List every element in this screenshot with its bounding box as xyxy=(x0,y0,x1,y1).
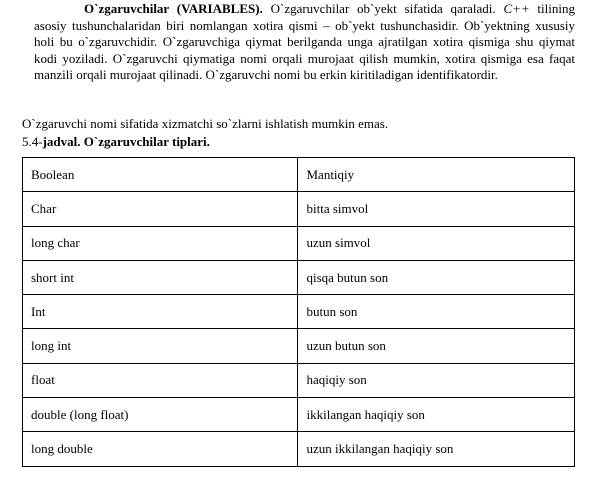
meaning-cell: uzun ikkilangan haqiqiy son xyxy=(298,432,575,466)
paragraph-term: O`zgaruvchilar (VARIABLES). xyxy=(84,1,263,16)
table-row xyxy=(23,260,575,294)
meaning-cell: Mantiqiy xyxy=(298,158,575,192)
table-row xyxy=(23,295,575,329)
table-row xyxy=(23,226,575,260)
paragraph-text-rest: tilining asosiy tushunchalaridan biri nomlangan xotira qismi – ob`yekt tushunchasidir. Ob`yektning xususiy holi bu o`zgaruvchidir. O`zgaruvchiga qiymat berilganda unga ajratilgan xotira qismiga shu qiymat kodi yoziladi. O`zgaruvchi qiymatiga nomi orqali murojaat qilish mumkin, xotira qismiga esa faqat manzili orqali murojaat qilinadi. O`zgaruvchi nomi bu erkin kiritiladigan identifikatordir. xyxy=(34,1,575,83)
type-cell: short int xyxy=(23,260,298,294)
meaning-cell: uzun butun son xyxy=(298,329,575,363)
table-row xyxy=(23,398,575,432)
table-row xyxy=(23,192,575,226)
table-caption xyxy=(22,134,210,150)
meaning-cell: ikkilangan haqiqiy son xyxy=(298,398,575,432)
table-row xyxy=(23,432,575,466)
variables-paragraph xyxy=(34,1,575,84)
type-cell: Char xyxy=(23,192,298,226)
meaning-cell: bitta simvol xyxy=(298,192,575,226)
table-caption-title: jadval. O`zgaruvchilar tiplari. xyxy=(42,134,210,149)
meaning-cell: haqiqiy son xyxy=(298,363,575,397)
variable-types-table-body xyxy=(23,158,575,467)
table-row xyxy=(23,363,575,397)
table-caption-number: 5.4- xyxy=(22,134,43,149)
meaning-cell: butun son xyxy=(298,295,575,329)
type-cell: Boolean xyxy=(23,158,298,192)
type-cell: long int xyxy=(23,329,298,363)
type-cell: float xyxy=(23,363,298,397)
table-row xyxy=(23,329,575,363)
type-cell: long double xyxy=(23,432,298,466)
type-cell: Int xyxy=(23,295,298,329)
type-cell: double (long float) xyxy=(23,398,298,432)
table-row xyxy=(23,158,575,192)
type-cell: long char xyxy=(23,226,298,260)
meaning-cell: qisqa butun son xyxy=(298,260,575,294)
variable-types-table xyxy=(22,157,575,467)
language-name: C++ xyxy=(503,1,530,16)
paragraph-text-start: O`zgaruvchilar ob`yekt sifatida qaraladi. xyxy=(262,1,504,16)
meaning-cell: uzun simvol xyxy=(298,226,575,260)
naming-note: O`zgaruvchi nomi sifatida xizmatchi so`zlarni ishlatish mumkin emas. xyxy=(22,116,389,131)
